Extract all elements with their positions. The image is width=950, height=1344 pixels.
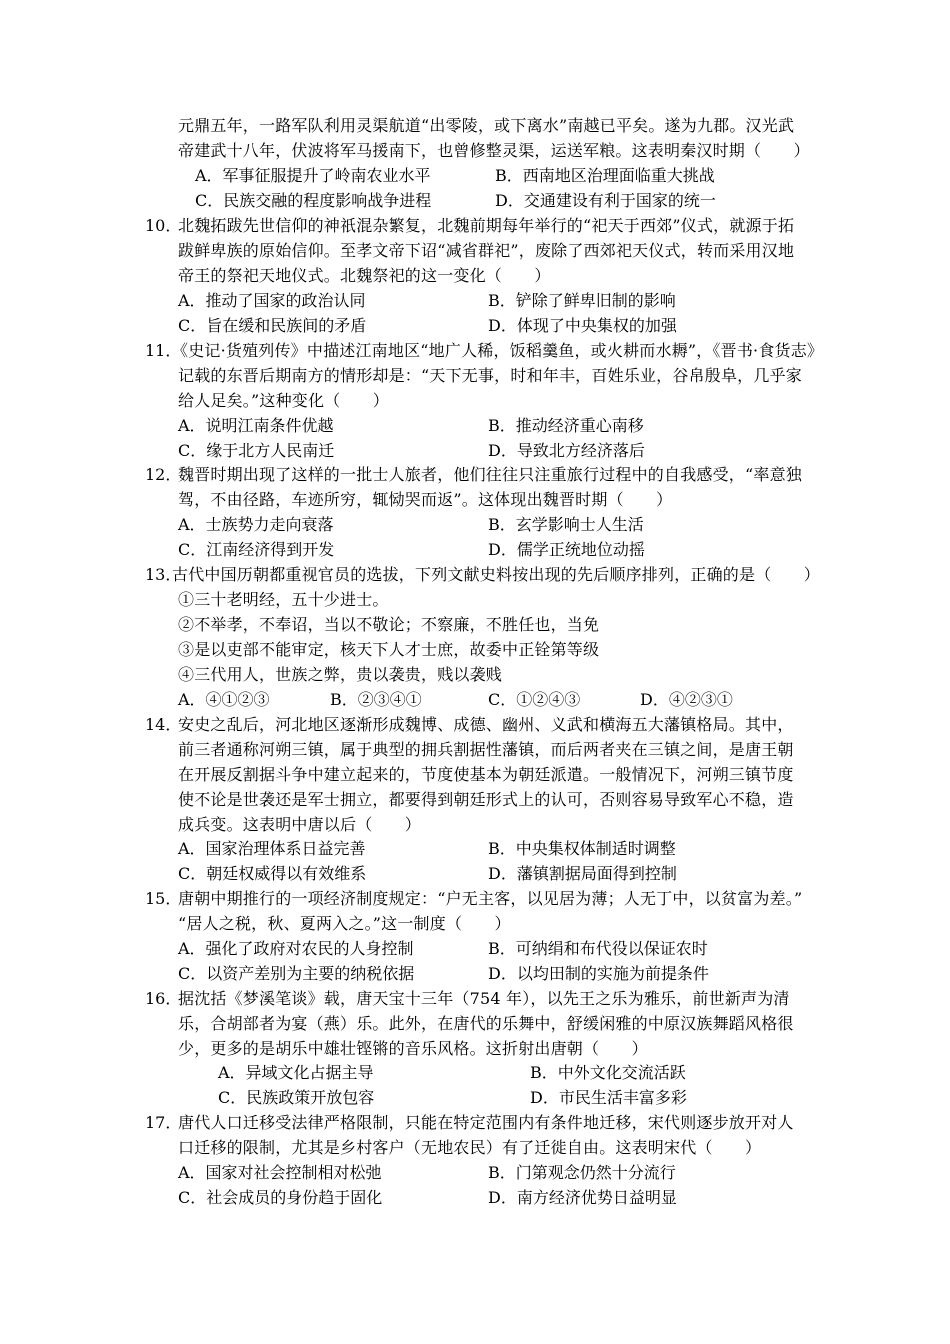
q10-line-3: 帝王的祭祀天地仪式。北魏祭祀的这一变化（ ）: [178, 266, 551, 285]
q11-number: 11．: [145, 341, 182, 360]
q16-option-c: C．民族政策开放包容: [218, 1088, 375, 1107]
q16-line-1: 据沈括《梦溪笔谈》载，唐天宝十三年（754 年），以先王之乐为雅乐，前世新声为清: [178, 989, 790, 1008]
q16-option-d: D．市民生活丰富多彩: [530, 1088, 687, 1107]
q17-option-a: A．国家对社会控制相对松弛: [178, 1163, 382, 1182]
q10-option-d: D．体现了中央集权的加强: [488, 316, 677, 335]
q16-number: 16．: [145, 989, 182, 1008]
q13-number: 13．: [145, 565, 182, 584]
q16-line-3: 少，更多的是胡乐中雄壮铿锵的音乐风格。这折射出唐朝（ ）: [178, 1039, 648, 1058]
q16-option-b: B．中外文化交流活跃: [530, 1063, 686, 1082]
q13-source-4: ④三代用人，世族之弊，贵以袭贵，贱以袭贱: [178, 665, 503, 684]
q14-line-3: 在开展反割据斗争中建立起来的，节度使基本为朝廷派遣。一般情况下，河朔三镇节度: [178, 765, 794, 784]
q14-line-4: 使不论是世袭还是军士拥立，都要得到朝廷形式上的认可，否则容易导致军心不稳，造: [178, 790, 794, 809]
q13-line-1: 古代中国历朝都重视官员的选拔，下列文献史料按出现的先后顺序排列，正确的是（ ）: [172, 565, 821, 584]
q16-line-2: 乐，合胡部者为宴（燕）乐。此外，在唐代的乐舞中，舒缓闲雅的中原汉族舞蹈风格很: [178, 1014, 794, 1033]
q15-option-b: B．可纳绢和布代役以保证农时: [488, 939, 708, 958]
q17-option-c: C．社会成员的身份趋于固化: [178, 1188, 383, 1207]
q14-line-2: 前三者通称河朔三镇，属于典型的拥兵割据性藩镇，而后两者夹在三镇之间，是唐王朝: [178, 740, 794, 759]
q11-option-c: C．缘于北方人民南迁: [178, 441, 335, 460]
q17-option-b: B．门第观念仍然十分流行: [488, 1163, 676, 1182]
q13-option-a: A．④①②③: [178, 690, 270, 709]
q14-option-d: D．藩镇割据局面得到控制: [488, 864, 677, 883]
q11-option-d: D．导致北方经济落后: [488, 441, 645, 460]
q17-option-d: D．南方经济优势日益明显: [488, 1188, 677, 1207]
q11-line-1: 《史记·货殖列传》中描述江南地区“地广人稀，饭稻羹鱼，或火耕而水耨”，《晋书·食货志》: [172, 341, 824, 360]
q14-option-a: A．国家治理体系日益完善: [178, 839, 366, 858]
q10-line-2: 跋鲜卑族的原始信仰。至孝文帝下诏“减省群祀”，废除了西郊祀天仪式，转而采用汉地: [178, 241, 795, 260]
q15-line-2: “居人之税，秋、夏两入之。”这一制度（ ）: [178, 914, 511, 933]
q10-option-b: B．铲除了鲜卑旧制的影响: [488, 291, 676, 310]
q10-number: 10．: [145, 216, 182, 235]
q14-option-b: B．中央集权体制适时调整: [488, 839, 676, 858]
q12-number: 12．: [145, 465, 182, 484]
q15-option-d: D．以均田制的实施为前提条件: [488, 964, 709, 983]
q9-option-b: B．西南地区治理面临重大挑战: [495, 166, 715, 185]
q13-source-3: ③是以吏部不能审定，核天下人才士庶，故委中正铨第等级: [178, 640, 600, 659]
q11-line-2: 记载的东晋后期南方的情形却是：“天下无事，时和年丰，百姓乐业，谷帛殷阜，几乎家: [178, 366, 802, 385]
q11-option-a: A．说明江南条件优越: [178, 416, 334, 435]
q15-line-1: 唐朝中期推行的一项经济制度规定：“户无主客，以见居为薄；人无丁中，以贫富为差。”: [178, 889, 803, 908]
q15-option-a: A．强化了政府对农民的人身控制: [178, 939, 414, 958]
q12-option-a: A．士族势力走向衰落: [178, 515, 334, 534]
q10-line-1: 北魏拓跋先世信仰的神祇混杂繁复，北魏前期每年举行的“祀天于西郊”仪式，就源于拓: [178, 216, 795, 235]
q17-number: 17．: [145, 1113, 182, 1132]
q13-option-b: B．②③④①: [330, 690, 422, 709]
q9-line-2: 帝建武十八年，伏波将军马援南下，也曾修整灵渠，运送军粮。这表明秦汉时期（ ）: [178, 141, 810, 160]
q9-option-c: C．民族交融的程度影响战争进程: [195, 191, 432, 210]
q13-option-d: D．④②③①: [640, 690, 733, 709]
q10-option-a: A．推动了国家的政治认同: [178, 291, 366, 310]
q10-option-c: C．旨在缓和民族间的矛盾: [178, 316, 367, 335]
q15-number: 15．: [145, 889, 182, 908]
q14-number: 14．: [145, 715, 182, 734]
q13-option-c: C．①②④③: [488, 690, 581, 709]
q17-line-2: 口迁移的限制，尤其是乡村客户（无地农民）有了迁徙自由。这表明宋代（ ）: [178, 1138, 762, 1157]
q14-line-1: 安史之乱后，河北地区逐渐形成魏博、成德、幽州、义武和横海五大藩镇格局。其中，: [178, 715, 794, 734]
q12-option-b: B．玄学影响士人生活: [488, 515, 644, 534]
q12-option-d: D．儒学正统地位动摇: [488, 540, 645, 559]
q11-option-b: B．推动经济重心南移: [488, 416, 644, 435]
q17-line-1: 唐代人口迁移受法律严格限制，只能在特定范围内有条件地迁移，宋代则逐步放开对人: [178, 1113, 794, 1132]
q13-source-2: ②不举孝，不奉诏，当以不敬论；不察廉，不胜任也，当免: [178, 615, 600, 634]
q14-line-5: 成兵变。这表明中唐以后（ ）: [178, 815, 422, 834]
q15-option-c: C．以资产差别为主要的纳税依据: [178, 964, 415, 983]
q12-line-2: 驾，不由径路，车迹所穷，辄恸哭而返”。这体现出魏晋时期（ ）: [178, 490, 673, 509]
q14-option-c: C．朝廷权威得以有效维系: [178, 864, 367, 883]
q9-option-d: D．交通建设有利于国家的统一: [495, 191, 716, 210]
q9-line-1: 元鼎五年，一路军队利用灵渠航道“出零陵，或下离水”南越已平矣。遂为九郡。汉光武: [178, 116, 795, 135]
q16-option-a: A．异域文化占据主导: [218, 1063, 374, 1082]
q12-line-1: 魏晋时期出现了这样的一批士人旅者，他们往往只注重旅行过程中的自我感受，“率意独: [178, 465, 802, 484]
q12-option-c: C．江南经济得到开发: [178, 540, 335, 559]
q9-option-a: A．军事征服提升了岭南农业水平: [195, 166, 431, 185]
q11-line-3: 给人足矣。”这种变化（ ）: [178, 391, 389, 410]
q13-source-1: ①三十老明经，五十少进士。: [178, 590, 389, 609]
